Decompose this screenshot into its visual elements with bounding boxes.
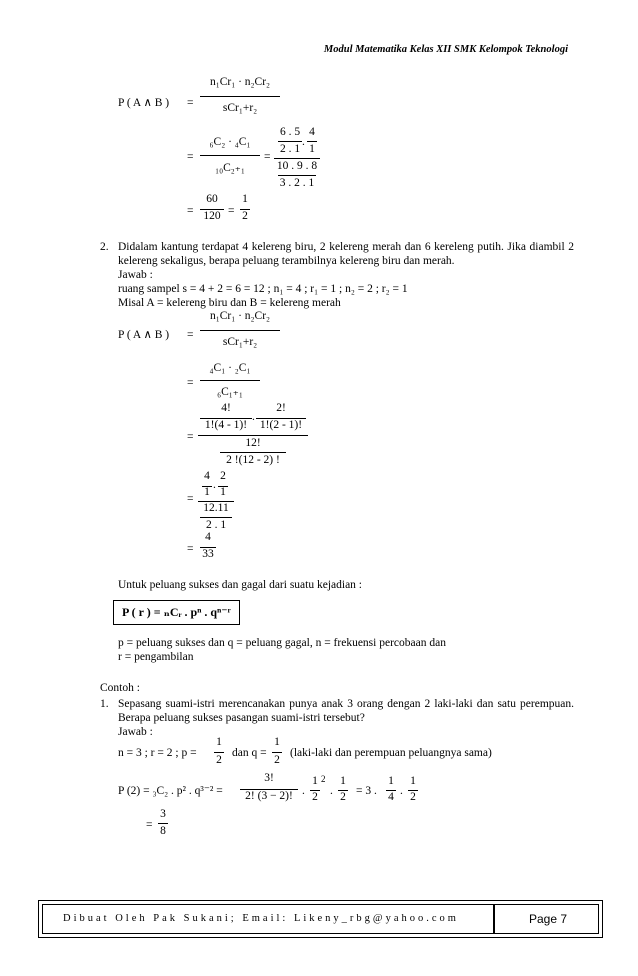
contoh-p-den: 2 — [216, 754, 222, 766]
ex2-question: Didalam kantung terdapat 4 kelereng biru, 2 kelereng merah dan 6 kereleng putih. Jika diambil 2 kelereng sekaligus, berapa peluang terambilnya kelereng biru dan merah. — [118, 241, 574, 267]
contoh-calc-p-den: 2 — [312, 791, 318, 803]
ex1-f3-nt2: 4 — [309, 126, 315, 138]
contoh-result-num: 3 — [160, 808, 166, 820]
contoh-calc-r1-den: 4 — [388, 791, 394, 803]
ex2-number: 2. — [100, 241, 109, 253]
ex2-s4-dot: . — [213, 479, 216, 491]
fraction-bar — [278, 175, 316, 176]
fraction-bar — [214, 752, 224, 753]
contoh-q-num: 1 — [274, 736, 280, 748]
ex1-f4-den: 120 — [203, 210, 221, 222]
ex2-s3-a-den: 1!(4 - 1)! — [204, 419, 248, 431]
footer-credit: Dibuat Oleh Pak Sukani; Email: Likeny_rbg@yahoo.com — [43, 905, 495, 933]
contoh-calc-p: 1 — [312, 775, 318, 787]
ex1-f2-num: ₆C₂ · ₄C₁ — [209, 136, 251, 148]
rule-desc-1: p = peluang sukses dan q = peluang gagal, n = frekuensi percobaan dan — [118, 637, 446, 649]
fraction-bar — [272, 752, 282, 753]
ex2-s4-a: 4 — [204, 470, 210, 482]
ex1-f3-dt: 10 . 9 . 8 — [276, 160, 318, 172]
contoh-calc-p-exp: 2 — [321, 774, 326, 784]
rule-formula-box: P ( r ) = ₙCᵣ . pⁿ . qⁿ⁻ʳ — [113, 600, 240, 625]
contoh-result-den: 8 — [160, 825, 166, 837]
contoh-calc-dot-1: . — [302, 785, 305, 797]
ex1-eq-3: = — [264, 151, 271, 163]
contoh-calc-f-num: 3! — [264, 772, 274, 784]
ex1-eq-2: = — [187, 151, 194, 163]
ex2-s4-c: 1 — [204, 486, 210, 498]
fraction-bar — [220, 452, 286, 453]
ex1-f1-den: sCr₁+r₂ — [222, 102, 258, 114]
ex2-s2-num: ₄C₁ · ₂C₁ — [209, 362, 251, 374]
fraction-bar — [200, 330, 280, 331]
ex1-eq-5: = — [228, 205, 235, 217]
contoh-title: Contoh : — [100, 682, 140, 694]
ex2-eq-1: = — [187, 329, 194, 341]
ex1-f3-nt: 6 . 5 — [279, 126, 301, 138]
ex1-f3-nb: 2 . 1 — [279, 143, 301, 155]
ex1-lhs: P ( A ∧ B ) — [118, 97, 170, 109]
ex1-f5-num: 1 — [242, 193, 248, 205]
contoh-calc-q: 1 — [340, 775, 346, 787]
ex1-f1-num: n₁Cr₁ · n₂Cr₂ — [209, 76, 271, 88]
contoh-calc-dot-3: . — [400, 785, 403, 797]
ex2-misal: Misal A = kelereng biru dan B = kelereng merah — [118, 297, 341, 309]
contoh-jawab: Jawab : — [118, 726, 153, 738]
fraction-bar-main — [198, 435, 308, 436]
ex2-s1-num: n₁Cr₁ · n₂Cr₂ — [209, 310, 271, 322]
rule-intro: Untuk peluang sukses dan gagal dari suatu kejadian : — [118, 579, 362, 591]
ex2-s4-d: 1 — [220, 486, 226, 498]
fraction-bar — [200, 155, 260, 156]
contoh-calc-r2-num: 1 — [410, 775, 416, 787]
ex1-f3-db: 3 . 2 . 1 — [279, 177, 315, 189]
contoh-calc-f-den: 2! (3 − 2)! — [245, 790, 293, 802]
ex1-eq-4: = — [187, 205, 194, 217]
fraction-bar — [158, 823, 168, 824]
ex2-s3-a-num: 4! — [221, 402, 231, 414]
page-number: Page 7 — [528, 912, 568, 926]
contoh-calc-r1-num: 1 — [388, 775, 394, 787]
ex2-jawab: Jawab : — [118, 269, 153, 281]
contoh-question: Sepasang suami-istri merencanakan punya anak 3 orang dengan 2 laki-laki dan satu perempuan. Berapa peluang sukses pasangan suami-istri tersebut? — [118, 698, 574, 724]
ex2-s4-den-top: 12.11 — [203, 502, 229, 514]
ex1-eq-1: = — [187, 97, 194, 109]
ex2-s4-b: 2 — [220, 470, 226, 482]
contoh-q-den: 2 — [274, 754, 280, 766]
footer — [42, 904, 599, 934]
ex1-f3-dot: . — [302, 136, 305, 148]
contoh-calc-lhs: P (2) = ₃C₂ . p² . q³⁻² = — [118, 785, 223, 797]
running-header: Modul Matematika Kelas XII SMK Kelompok Teknologi — [323, 44, 568, 55]
ex1-f3-nb2: 1 — [309, 143, 315, 155]
ex2-lhs: P ( A ∧ B ) — [118, 329, 170, 341]
ex2-s2-den: ₆C₁₊₁ — [217, 386, 243, 398]
ex2-eq-2: = — [187, 377, 194, 389]
fraction-bar-main — [274, 158, 320, 159]
fraction-bar — [278, 141, 302, 142]
ex2-s3-b-num: 2! — [276, 402, 286, 414]
ex2-eq-4: = — [187, 493, 194, 505]
contoh-given-b: dan q = — [232, 747, 267, 759]
contoh-calc-r2-den: 2 — [410, 791, 416, 803]
ex2-s3-dot: . — [252, 411, 255, 423]
ex2-s3-den-den: 2 !(12 - 2) ! — [226, 454, 280, 466]
contoh-calc-eq3: = 3 . — [356, 785, 377, 797]
rule-desc-2: r = pengambilan — [118, 651, 194, 663]
contoh-result-eq: = — [146, 819, 153, 831]
ex2-sample: ruang sampel s = 4 + 2 = 6 = 12 ; n₁ = 4 ; r₁ = 1 ; n₂ = 2 ; r₂ = 1 — [118, 283, 408, 295]
contoh-calc-dot-2: . — [330, 785, 333, 797]
ex2-eq-5: = — [187, 543, 194, 555]
ex2-eq-3: = — [187, 431, 194, 443]
ex2-s4-den-bot: 2 . 1 — [205, 519, 227, 531]
ex1-f4-num: 60 — [206, 193, 218, 205]
contoh-given-a: n = 3 ; r = 2 ; p = — [118, 747, 197, 759]
fraction-bar — [200, 517, 232, 518]
fraction-bar — [200, 380, 260, 381]
fraction-bar — [307, 141, 317, 142]
ex2-s5-den: 33 — [202, 548, 214, 560]
ex1-f5-den: 2 — [242, 210, 248, 222]
contoh-given-c: (laki-laki dan perempuan peluangnya sama) — [290, 747, 492, 759]
ex2-s3-b-den: 1!(2 - 1)! — [259, 419, 303, 431]
fraction-bar — [200, 96, 280, 97]
contoh-calc-q-den: 2 — [340, 791, 346, 803]
ex1-f2-den: ₁₀C₂₊₁ — [215, 162, 245, 174]
ex2-s5-num: 4 — [205, 531, 211, 543]
contoh-p-num: 1 — [216, 736, 222, 748]
contoh-number: 1. — [100, 698, 109, 710]
ex2-s3-den-num: 12! — [245, 437, 261, 449]
ex2-s1-den: sCr₁+r₂ — [222, 336, 258, 348]
